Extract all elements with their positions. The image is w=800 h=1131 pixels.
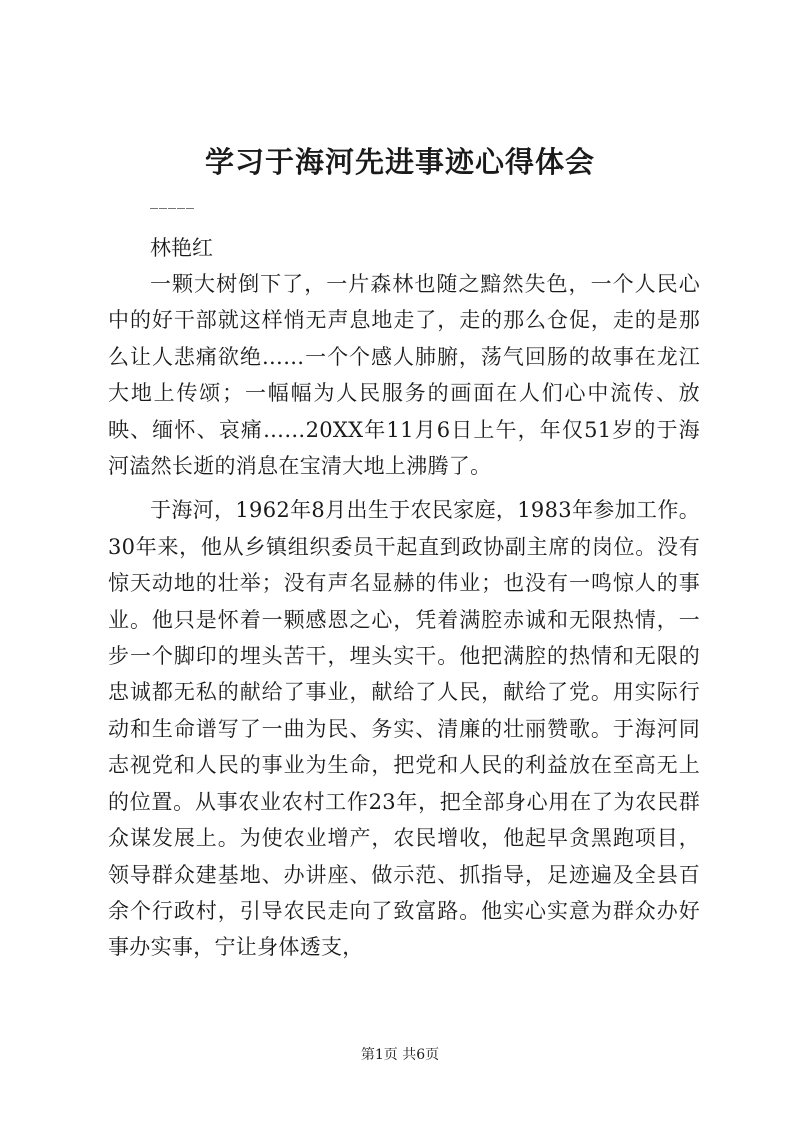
author-name: 林艳红 (150, 236, 213, 260)
page-footer: 第1页 共6页 (360, 1047, 440, 1063)
document-body (108, 266, 700, 966)
title-divider: _____ (150, 190, 195, 209)
document-title: 学习于海河先进事迹心得体会 (204, 145, 595, 179)
paragraph: 于海河，1962年8月出生于农民家庭，1983年参加工作。30年来，他从乡镇组织委员干起直到政协副主席的岗位。没有惊天动地的壮举；没有声名显赫的伟业；也没有一鸣惊人的事业。他只是怀着一颗感恩之心，凭着满腔赤诚和无限热情，一步一个脚印的埋头苦干，埋头实干。他把满腔的热情和无限的忠诚都无私的献给了事业，献给了人民，献给了党。用实际行动和生命谱写了一曲为民、务实、清廉的壮丽赞歌。于海河同志视党和人民的事业为生命，把党和人民的利益放在至高无上的位置。从事农业农村工作23年，把全部身心用在了为农民群众谋发展上。为使农业增产，农民增收，他起早贪黑跑项目，领导群众建基地、办讲座、做示范、抓指导，足迹遍及全县百余个行政村，引导农民走向了致富路。他实心实意为群众办好事办实事，宁让身体透支， (108, 498, 700, 960)
paragraph: 一颗大树倒下了，一片森林也随之黯然失色，一个人民心中的好干部就这样悄无声息地走了，走的那么仓促，走的是那么让人悲痛欲绝……一个个感人肺腑，荡气回肠的故事在龙江大地上传颂；一幅幅为人民服务的画面在人们心中流传、放映、缅怀、哀痛……20XX年11月6日上午，年仅51岁的于海河溘然长逝的消息在宝清大地上沸腾了。 (108, 272, 700, 479)
